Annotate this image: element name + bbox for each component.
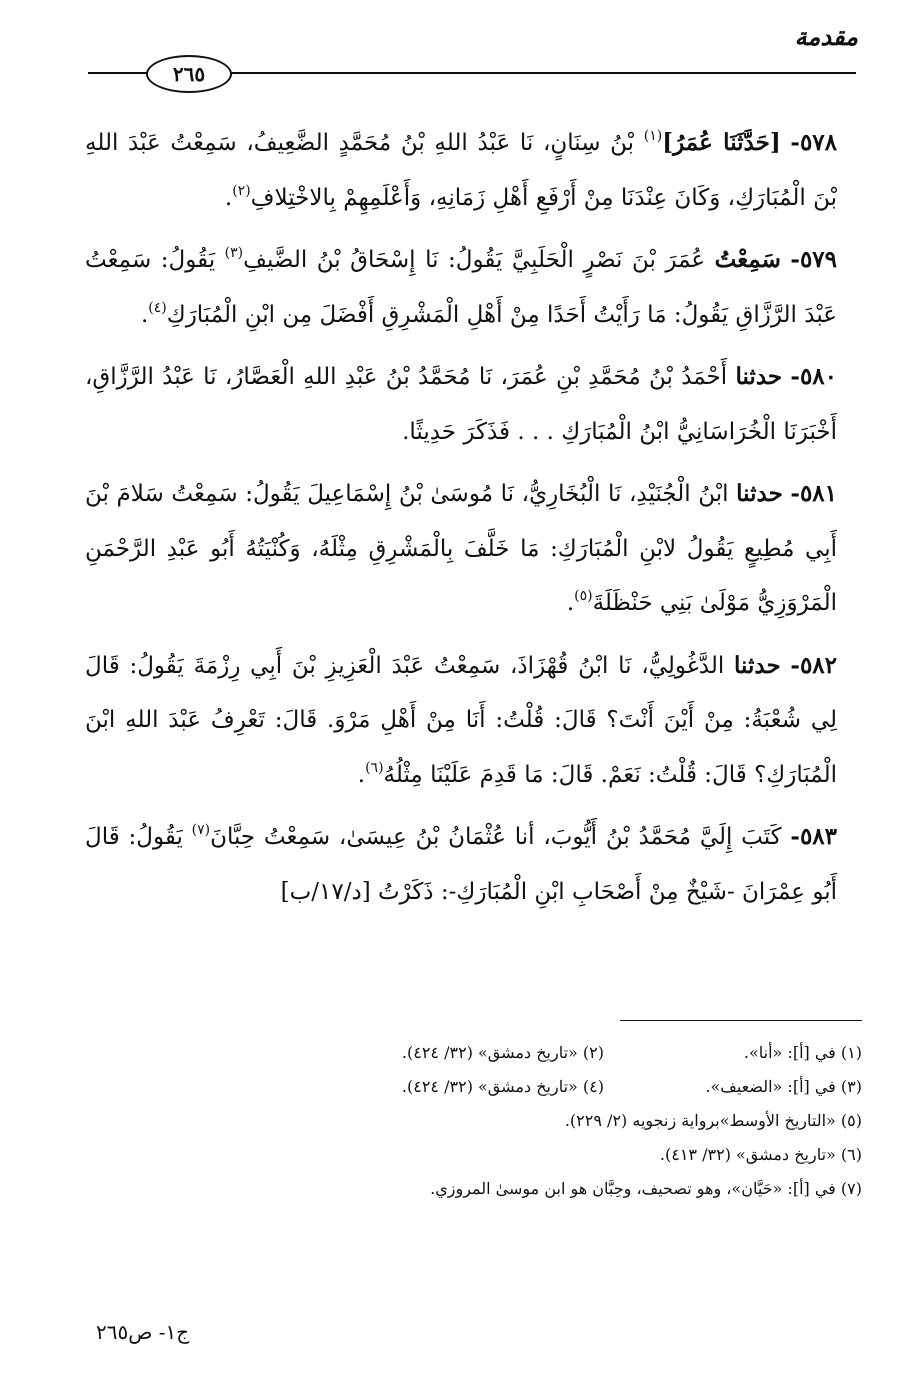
footnote-ref-7[interactable]: (٧) [191, 822, 211, 838]
hadith-number: ٥٧٨- [790, 129, 838, 156]
body-text [85, 116, 837, 927]
footnote-7: (٧) في [أ]: «حَيَّان»، وهو تصحيف، وحِبَّان هو ابن موسىٰ المروزي. [430, 1179, 862, 1198]
footnote-1: (١) في [أ]: «أنا». [743, 1043, 862, 1062]
footnote-3: (٣) في [أ]: «الضعيف». [705, 1077, 862, 1096]
paragraph-text: عُمَرَ بْنَ نَصْرٍ الْحَلَبِيَّ يَقُولُ: نَا إِسْحَاقُ بْنُ الضَّيفِ [243, 247, 715, 273]
paragraph-text: كَتَبَ إِلَيَّ مُحَمَّدُ بْنُ أَيُّوبَ، أنا عُثْمَانُ بْنُ عِيسَىٰ، سَمِعْتُ حِبَّانَ [210, 824, 791, 850]
hadith-keyword: حدثنا [734, 651, 781, 679]
footnote-5: (٥) «التاريخ الأوسط»برواية زنجويه (٢/ ٢٢٩). [564, 1111, 862, 1130]
hadith-keyword: حدثنا [736, 480, 783, 507]
paragraph-text: أَحْمَدُ بْنُ مُحَمَّدِ بْنِ عُمَرَ، نَا مُحَمَّدُ بْنُ عَبْدِ اللهِ الْعَصَّارُ، نَا عَبْدُ الرَّزَّاقِ، أَخْبَرَنَا الْخُرَاسَانِيُّ ابْنُ الْمُبَارَكِ . . . فَذَكَرَ حَدِيثًا. [85, 364, 837, 445]
page-number: ٢٦٥ [146, 55, 232, 93]
paragraph-text: بْنُ سِنَانٍ، نَا عَبْدُ اللهِ بْنُ مُحَمَّدٍ الضَّعِيفُ، سَمِعْتُ عَبْدَ اللهِ بْنَ الْمُبَارَكِ، وَكَانَ عِنْدَنَا مِنْ أَرْفَعِ أَهْلِ زَمَانِهِ، وَأَعْلَمِهِمْ بِالاخْتِلافِ [85, 130, 837, 211]
paragraph-tail: . [224, 184, 233, 211]
footnote-4: (٤) «تاريخ دمشق» (٣٢/ ٤٢٤). [401, 1077, 604, 1096]
paragraph-text: الدَّغُولِيُّ، نَا ابْنُ قُهْزَاذَ، سَمِعْتُ عَبْدَ الْعَزِيزِ بْنَ أَبِي رِزْمَةَ يَقُولُ: قَالَ لِي شُعْبَةُ: مِنْ أَيْنَ أَنْتَ؟ قَالَ: قُلْتُ: أَنَا مِنْ أَهْلِ مَرْوَ. قَالَ: تَعْرِفُ عَبْدَ اللهِ ابْنَ الْمُبَارَكِ؟ قَالَ: قُلْتُ: نَعَمْ. قَالَ: مَا قَدِمَ عَلَيْنَا مِثْلُهُ [85, 652, 837, 788]
hadith-keyword: حدثنا [735, 363, 783, 390]
footnote-rule [620, 1020, 862, 1021]
footnote-row [200, 1036, 862, 1070]
footnote-ref-3[interactable]: (٣) [224, 245, 244, 261]
paragraph-tail: . [357, 761, 366, 788]
hadith-keyword: [حَدَّثَنَا عُمَرُ] [662, 129, 781, 156]
footnote-ref-5[interactable]: (٥) [574, 588, 593, 604]
paragraph-tail: . [140, 301, 149, 328]
footnotes [200, 1036, 862, 1206]
hadith-number: ٥٨١- [790, 480, 837, 507]
footnote-ref-6[interactable]: (٦) [365, 759, 384, 776]
running-head: مقدمة [794, 22, 858, 51]
paragraph-text-continued: يَقُولُ: سَمِعْتُ عَبْدَ الرَّزَّاقِ يَقُولُ: مَا رَأَيْتُ أَحَدًا مِنْ أَهْلِ الْمَشْرِقِ أَفْضَلَ مِن ابْنِ الْمُبَارَكِ [85, 247, 837, 328]
footnote-ref-2[interactable]: (٢) [232, 182, 251, 199]
footnote-6: (٦) «تاريخ دمشق» (٣٢/ ٤١٣). [659, 1145, 862, 1164]
volume-page-signature: ج١- ص٢٦٥ [96, 1320, 190, 1344]
footnote-row [200, 1070, 862, 1104]
paragraph-583 [85, 810, 837, 919]
hadith-number: ٥٨٣- [790, 823, 837, 850]
hadith-keyword: سَمِعْتُ [714, 246, 781, 273]
paragraph-580 [85, 350, 837, 459]
hadith-number: ٥٨٢- [790, 651, 838, 679]
hadith-number: ٥٨٠- [790, 363, 838, 390]
footnote-2: (٢) «تاريخ دمشق» (٣٢/ ٤٢٤). [401, 1043, 604, 1062]
paragraph-tail: . [566, 590, 575, 616]
paragraph-582 [85, 639, 837, 803]
footnote-ref-4[interactable]: (٤) [148, 299, 167, 316]
paragraph-text: ابْنُ الْجُنَيْدِ، نَا الْبُخَارِيُّ، نَا مُوسَىٰ بْنُ إِسْمَاعِيلَ يَقُولُ: سَمِعْتُ سَلامَ بْنَ أَبِي مُطِيعٍ يَقُولُ لابْنِ الْمُبَارَكِ: مَا خَلَّفَ بِالْمَشْرِقِ مِثْلَهُ، وَكُنْيَتُهُ أَبُو عَبْدِ الرَّحْمَنِ الْمَرْوَزِيُّ مَوْلَىٰ بَنِي حَنْظَلَةَ [85, 481, 837, 616]
paragraph-579 [85, 233, 837, 342]
paragraph-581 [85, 467, 837, 631]
paragraph-text-continued: يَقُولُ: قَالَ أَبُو عِمْرَانَ -شَيْخٌ مِنْ أَصْحَابِ ابْنِ الْمُبَارَكِ-: ذَكَرْتُ [د/١٧/ب] [85, 824, 837, 905]
paragraph-578 [85, 116, 837, 225]
footnote-ref-1[interactable]: (١) [643, 128, 663, 144]
hadith-number: ٥٧٩- [790, 246, 838, 273]
